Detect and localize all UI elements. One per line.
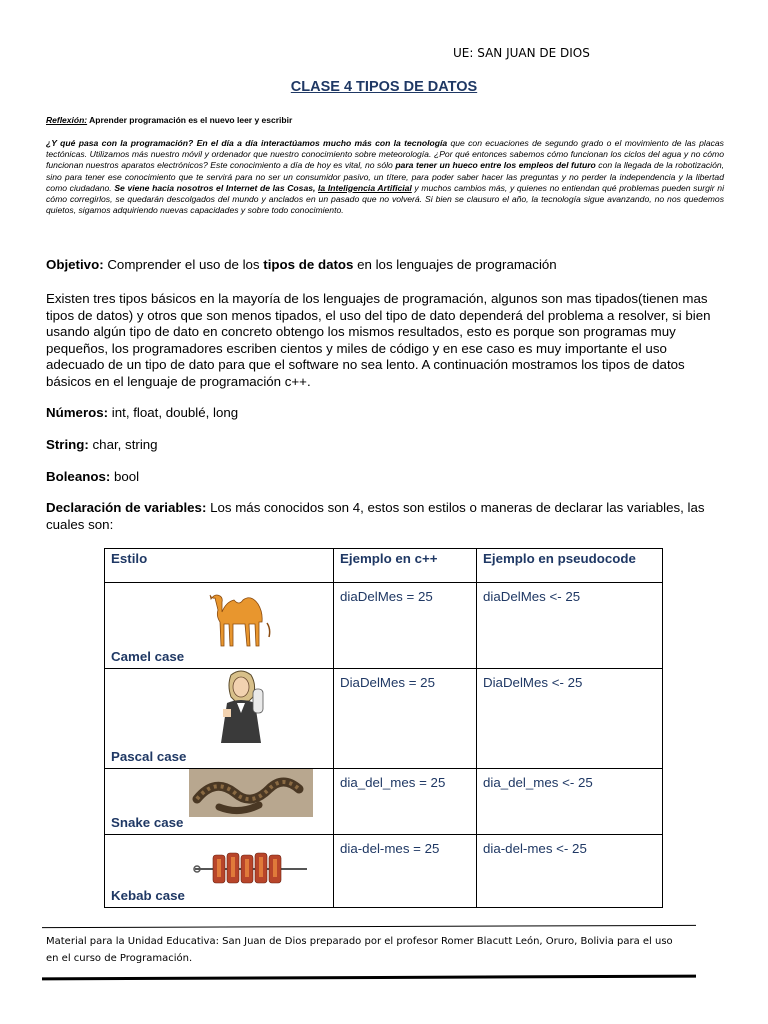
declaration-label: Declaración de variables:	[46, 500, 207, 515]
pseudocode-example: DiaDelMes <- 25	[477, 669, 663, 769]
pseudocode-example: dia_del_mes <- 25	[477, 769, 663, 835]
header-pseudocode: Ejemplo en pseudocode	[477, 549, 663, 583]
cpp-example: DiaDelMes = 25	[334, 669, 477, 769]
page-title: CLASE 4 TIPOS DE DATOS	[290, 79, 478, 95]
snake-icon	[189, 769, 313, 817]
intro-bold-3: Se viene hacia nosotros el Internet de las Cosas,	[114, 182, 319, 193]
numbers-label: Números:	[46, 405, 109, 420]
header-cpp: Ejemplo en c++	[334, 549, 477, 583]
camel-icon	[205, 585, 277, 649]
objective-pre: Comprender el uso de los	[103, 257, 264, 272]
objective-label: Objetivo:	[46, 257, 104, 272]
pseudocode-example: diaDelMes <- 25	[477, 583, 663, 669]
intro-text-3: y muchos cambios más, y quienes no entiendan qué problemas pueden surgir ni cómo corregirlos, se quedarán descolgados del mundo y anclados en un pasado que no volverá. Si bien se clausuro el año, la tecnología sigue avanzando, no nos quedemos quietos, sigamos adquiriendo nuevas capacidades y sobre todo conocimiento.	[46, 182, 724, 216]
string-label: String:	[46, 437, 89, 452]
footer-rule-bottom	[42, 975, 696, 981]
table-header-row	[105, 549, 663, 583]
bool-label: Boleanos:	[46, 469, 111, 484]
table-row	[105, 669, 663, 769]
style-name: Camel case	[111, 649, 185, 664]
string-value: char, string	[88, 437, 158, 452]
numbers-value: int, float, doublé, long	[108, 405, 239, 420]
style-name: Pascal case	[111, 749, 187, 764]
intro-paragraph	[46, 138, 724, 216]
reflexion-text: Aprender programación es el nuevo leer y escribir	[87, 115, 293, 125]
cpp-example: dia_del_mes = 25	[334, 769, 477, 835]
string-line	[46, 437, 158, 452]
cpp-example: diaDelMes = 25	[334, 583, 477, 669]
declaration-paragraph	[46, 500, 722, 533]
naming-styles-table	[104, 548, 663, 908]
kebab-skewer-icon	[191, 843, 309, 887]
cpp-example: dia-del-mes = 25	[334, 835, 477, 908]
pseudocode-example: dia-del-mes <- 25	[477, 835, 663, 908]
style-name: Kebab case	[111, 888, 185, 903]
table-row	[105, 835, 663, 908]
intro-bold-1: ¿Y qué pasa con la programación? En el día a día interactúamos mucho más con la tecnología	[46, 138, 448, 148]
intro-bold-4: la Inteligencia Artificial	[318, 182, 412, 193]
style-cell	[105, 769, 334, 835]
table-row	[105, 583, 663, 669]
declaration-text: Los más conocidos son 4, estos son estilos o maneras de declarar las variables, las cuales son:	[46, 500, 705, 532]
table-row	[105, 769, 663, 835]
style-cell	[105, 669, 334, 769]
style-cell	[105, 583, 334, 669]
reflexion-label: Reflexión:	[46, 115, 88, 125]
intro-text-2: con la llegada de la robotización, sino para tener ese conocimiento que te servirá para no ser un consumidor pasivo, un títere, para poder saber hacer las preguntas y no perder la independencia y la libertad como ciudadano.	[46, 160, 725, 193]
objective-line	[46, 257, 557, 272]
reflexion-line	[46, 115, 292, 125]
pascal-portrait-icon	[213, 669, 269, 749]
objective-post: en los lenguajes de programación	[353, 257, 557, 272]
footer-rule-top	[42, 925, 696, 928]
intro-text-1: que con ecuaciones de segundo grado o el movimiento de las placas tectónicas. Utilizamos más nuestro móvil y ordenador que nuestro conocimiento sobre meteorología. ¿Por qué entonces sabemos cómo funcionan los ciclos del agua y no cómo funcionan nuestros aparatos electrónicos? Este conocimiento a día de hoy es vital, no sólo	[46, 138, 724, 171]
style-name: Snake case	[111, 815, 184, 830]
school-name: UE: SAN JUAN DE DIOS	[453, 46, 590, 60]
intro-bold-2: para tener un hueco entre los empleos del futuro	[395, 160, 596, 171]
style-cell	[105, 835, 334, 908]
objective-bold: tipos de datos	[263, 257, 354, 272]
footer-text: Material para la Unidad Educativa: San Juan de Dios preparado por el profesor Romer Blacutt León, Oruro, Bolivia para el uso en el curso de Programación.	[46, 936, 673, 964]
bool-value: bool	[110, 469, 140, 484]
numbers-line	[46, 405, 238, 420]
bool-line	[46, 469, 139, 484]
main-paragraph: Existen tres tipos básicos en la mayoría de los lenguajes de programación, algunos son mas tipados(tienen mas tipos de datos) y otros que son menos tipados, el uso del tipo de dato dependerá del problema a resolver, si bien usando algún tipo de dato en concreto obtengo los mismos resultados, esto es porque son programas muy pequeños, los programadores escriben cientos y miles de código y en ese caso es muy importante el uso adecuado de un tipo de dato para que el software no sea lento. A continuación mostramos los tipos de datos básicos en el lenguaje de programación c++.	[46, 291, 711, 389]
header-style: Estilo	[105, 549, 334, 583]
